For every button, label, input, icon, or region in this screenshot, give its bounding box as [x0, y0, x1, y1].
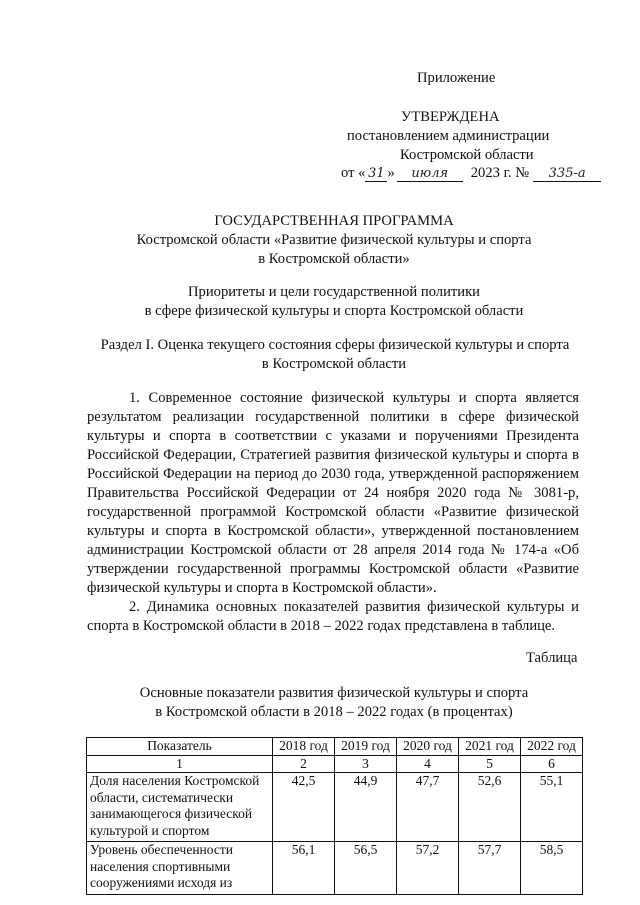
- table-column-number-row: [87, 755, 583, 773]
- table-row: [87, 842, 583, 895]
- table-title-line-1: Основные показатели развития физической культуры и спорта: [139, 685, 529, 701]
- program-subtitle-1: Костромской области «Развитие физической культуры и спорта: [136, 232, 532, 248]
- value-cell: 47,7: [397, 773, 459, 842]
- value-cell: 55,1: [521, 773, 583, 842]
- paragraph-2: 2. Динамика основных показателей развития физической культуры и спорта в Костромской области в 2018 – 2022 годах представлена в таблице.: [87, 599, 579, 634]
- paragraph-1: 1. Современное состояние физической культуры и спорта является результатом реализации государственной политики в сфере физической культуры и спорта в соответствии с указами и поручениями Президента Российской Федерации, Стратегией развития физической культуры и спорта в Российской Федерации на период до 2030 года, утвержденной распоряжением Правительства Российской Федерации от 24 ноября 2020 года № 3081-р, государственной программой Костромской области «Развитие физической культуры и спорта в Костромской области», утвержденной постановлением администрации Костромской области от 28 апреля 2014 года № 174-а «Об утверждении государственной программы Костромской области «Развитие физической культуры и спорта в Костромской области».: [87, 390, 579, 596]
- indicator-line: области, систематически: [90, 789, 234, 805]
- header-2021: 2021 год: [459, 738, 521, 756]
- header-2020: 2020 год: [397, 738, 459, 756]
- appendix-label: Приложение: [417, 70, 496, 86]
- col-number: 1: [87, 755, 273, 773]
- value-cell: 44,9: [335, 773, 397, 842]
- approval-line-1: постановлением администрации: [347, 128, 550, 144]
- value-cell: 58,5: [521, 842, 583, 895]
- indicator-line: Уровень обеспеченности: [90, 842, 233, 857]
- date-day: 31: [365, 166, 387, 182]
- approval-line-2: Костромской области: [400, 147, 534, 163]
- indicator-line: Доля населения Костромской: [90, 773, 260, 788]
- indicators-table: [86, 737, 583, 895]
- col-number: 5: [459, 755, 521, 773]
- indicator-line: культурой и спортом: [90, 822, 210, 838]
- indicator-line: населения спортивными: [90, 858, 231, 874]
- header-2019: 2019 год: [335, 738, 397, 756]
- indicator-line: сооружениями исходя из: [90, 875, 233, 890]
- table-label: Таблица: [526, 650, 578, 666]
- date-mid: »: [387, 165, 395, 181]
- program-subtitle-2: в Костромской области»: [258, 251, 410, 267]
- indicator-cell: [87, 842, 273, 895]
- col-number: 6: [521, 755, 583, 773]
- col-number: 4: [397, 755, 459, 773]
- value-cell: 52,6: [459, 773, 521, 842]
- date-month: июля: [397, 166, 463, 182]
- table-header-row: [87, 738, 583, 756]
- header-2022: 2022 год: [521, 738, 583, 756]
- table-row: [87, 773, 583, 842]
- header-indicator: Показатель: [87, 738, 273, 756]
- program-title: ГОСУДАРСТВЕННАЯ ПРОГРАММА: [214, 213, 454, 229]
- approved-label: УТВЕРЖДЕНА: [401, 109, 500, 125]
- priorities-line-1: Приоритеты и цели государственной политики: [188, 284, 480, 300]
- value-cell: 56,5: [335, 842, 397, 895]
- document-number: 335-а: [533, 166, 601, 182]
- col-number: 2: [273, 755, 335, 773]
- approval-date-line: [341, 164, 601, 183]
- table-title-line-2: в Костромской области в 2018 – 2022 годах (в процентах): [155, 704, 513, 720]
- body-text: [87, 389, 579, 636]
- header-2018: 2018 год: [273, 738, 335, 756]
- indicator-line: занимающегося физической: [90, 806, 253, 821]
- date-prefix: от «: [341, 165, 366, 181]
- col-number: 3: [335, 755, 397, 773]
- value-cell: 56,1: [273, 842, 335, 895]
- section-heading-line-2: в Костромской области: [261, 356, 407, 372]
- value-cell: 57,7: [459, 842, 521, 895]
- indicator-cell: [87, 773, 273, 842]
- priorities-line-2: в сфере физической культуры и спорта Костромской области: [144, 303, 524, 319]
- section-heading-line-1: Раздел I. Оценка текущего состояния сферы физической культуры и спорта: [100, 337, 570, 353]
- value-cell: 42,5: [273, 773, 335, 842]
- value-cell: 57,2: [397, 842, 459, 895]
- date-year-number: 2023 г. №: [470, 165, 530, 181]
